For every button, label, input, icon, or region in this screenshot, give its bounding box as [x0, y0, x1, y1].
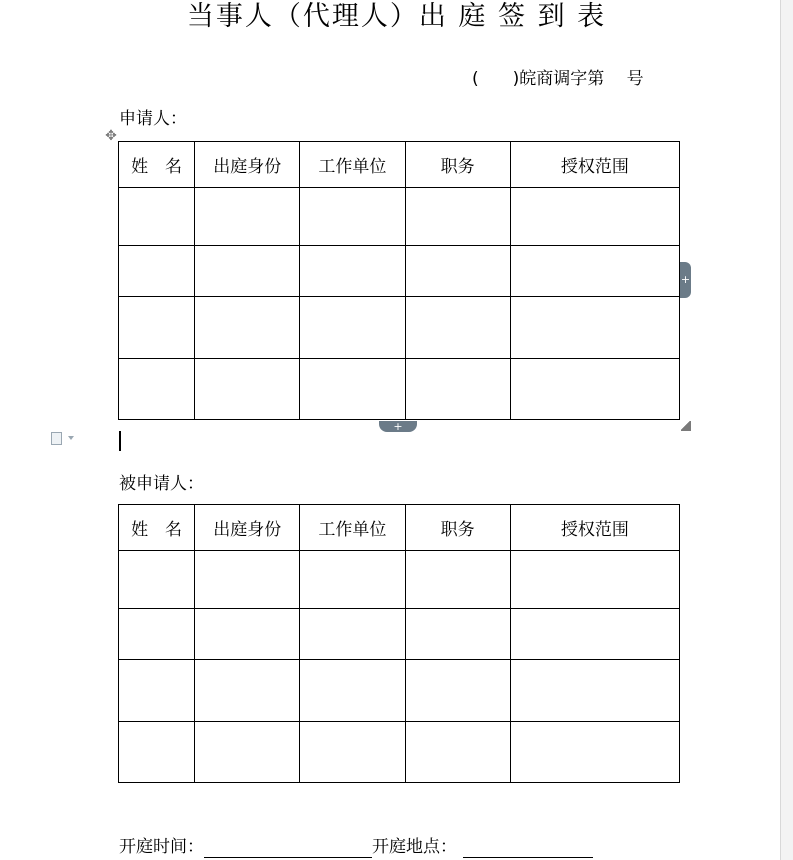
table-cell[interactable] — [510, 660, 679, 722]
table-cell[interactable] — [119, 246, 195, 297]
table-cell[interactable] — [300, 188, 405, 246]
dropdown-arrow-icon — [68, 436, 74, 440]
table-cell[interactable] — [405, 551, 510, 609]
table-cell[interactable] — [119, 551, 195, 609]
table-cell[interactable] — [300, 551, 405, 609]
table-cell[interactable] — [300, 297, 405, 359]
table-row — [119, 188, 680, 246]
document-icon — [51, 432, 62, 445]
header-position[interactable]: 职务 — [405, 142, 510, 188]
table-header-row — [119, 142, 680, 188]
hearing-place-label: 开庭地点： — [372, 837, 457, 857]
header-name[interactable]: 姓 名 — [119, 505, 195, 551]
document-title: 当事人（代理人）出 庭 签 到 表 — [186, 1, 607, 32]
table-cell[interactable] — [119, 188, 195, 246]
table-resize-handle-icon[interactable] — [681, 421, 691, 431]
header-work-unit[interactable]: 工作单位 — [300, 505, 405, 551]
table-cell[interactable] — [510, 551, 679, 609]
table-row — [119, 551, 680, 609]
page-scroll-edge — [780, 0, 793, 860]
header-authorization-scope[interactable]: 授权范围 — [510, 505, 679, 551]
hearing-time-blank[interactable] — [204, 839, 372, 858]
header-work-unit[interactable]: 工作单位 — [300, 142, 405, 188]
table-cell[interactable] — [300, 609, 405, 660]
document-number: ( )皖商调字第 号 — [472, 69, 644, 89]
table-row — [119, 297, 680, 359]
table-cell[interactable] — [195, 722, 300, 783]
header-position[interactable]: 职务 — [405, 505, 510, 551]
header-authorization-scope[interactable]: 授权范围 — [510, 142, 679, 188]
table-row — [119, 246, 680, 297]
table-cell[interactable] — [119, 722, 195, 783]
table-cell[interactable] — [119, 609, 195, 660]
table-cell[interactable] — [300, 359, 405, 420]
table-cell[interactable] — [405, 246, 510, 297]
table-cell[interactable] — [510, 609, 679, 660]
table-cell[interactable] — [300, 722, 405, 783]
table-cell[interactable] — [195, 359, 300, 420]
applicant-label: 申请人： — [119, 109, 187, 129]
table-cell[interactable] — [195, 551, 300, 609]
table-move-handle-icon[interactable]: ✥ — [105, 128, 117, 144]
paragraph-layout-icon[interactable] — [51, 432, 77, 446]
table-cell[interactable] — [300, 660, 405, 722]
add-row-button[interactable]: + — [379, 421, 417, 432]
table-row — [119, 660, 680, 722]
table-cell[interactable] — [405, 359, 510, 420]
table-cell[interactable] — [119, 297, 195, 359]
hearing-time-label: 开庭时间： — [119, 837, 204, 857]
table-cell[interactable] — [119, 660, 195, 722]
table-cell[interactable] — [510, 246, 679, 297]
table-row — [119, 359, 680, 420]
table-row — [119, 722, 680, 783]
hearing-place-blank[interactable] — [463, 839, 593, 858]
header-court-role[interactable]: 出庭身份 — [195, 505, 300, 551]
respondent-sign-table — [118, 504, 680, 783]
table-cell[interactable] — [405, 188, 510, 246]
table-cell[interactable] — [405, 609, 510, 660]
table-cell[interactable] — [405, 297, 510, 359]
table-cell[interactable] — [195, 660, 300, 722]
respondent-label: 被申请人： — [119, 474, 204, 494]
table-cell[interactable] — [119, 359, 195, 420]
table-cell[interactable] — [195, 297, 300, 359]
header-name[interactable]: 姓 名 — [119, 142, 195, 188]
applicant-sign-table — [118, 141, 680, 420]
table-cell[interactable] — [405, 660, 510, 722]
table-cell[interactable] — [195, 188, 300, 246]
table-cell[interactable] — [195, 246, 300, 297]
table-cell[interactable] — [300, 246, 405, 297]
table-header-row — [119, 505, 680, 551]
table-cell[interactable] — [510, 297, 679, 359]
table-cell[interactable] — [195, 609, 300, 660]
hearing-info-line — [119, 836, 593, 858]
header-court-role[interactable]: 出庭身份 — [195, 142, 300, 188]
table-row — [119, 609, 680, 660]
text-cursor — [119, 431, 121, 451]
add-column-button[interactable]: + — [680, 262, 691, 298]
table-cell[interactable] — [510, 722, 679, 783]
table-cell[interactable] — [510, 359, 679, 420]
table-cell[interactable] — [510, 188, 679, 246]
table-cell[interactable] — [405, 722, 510, 783]
